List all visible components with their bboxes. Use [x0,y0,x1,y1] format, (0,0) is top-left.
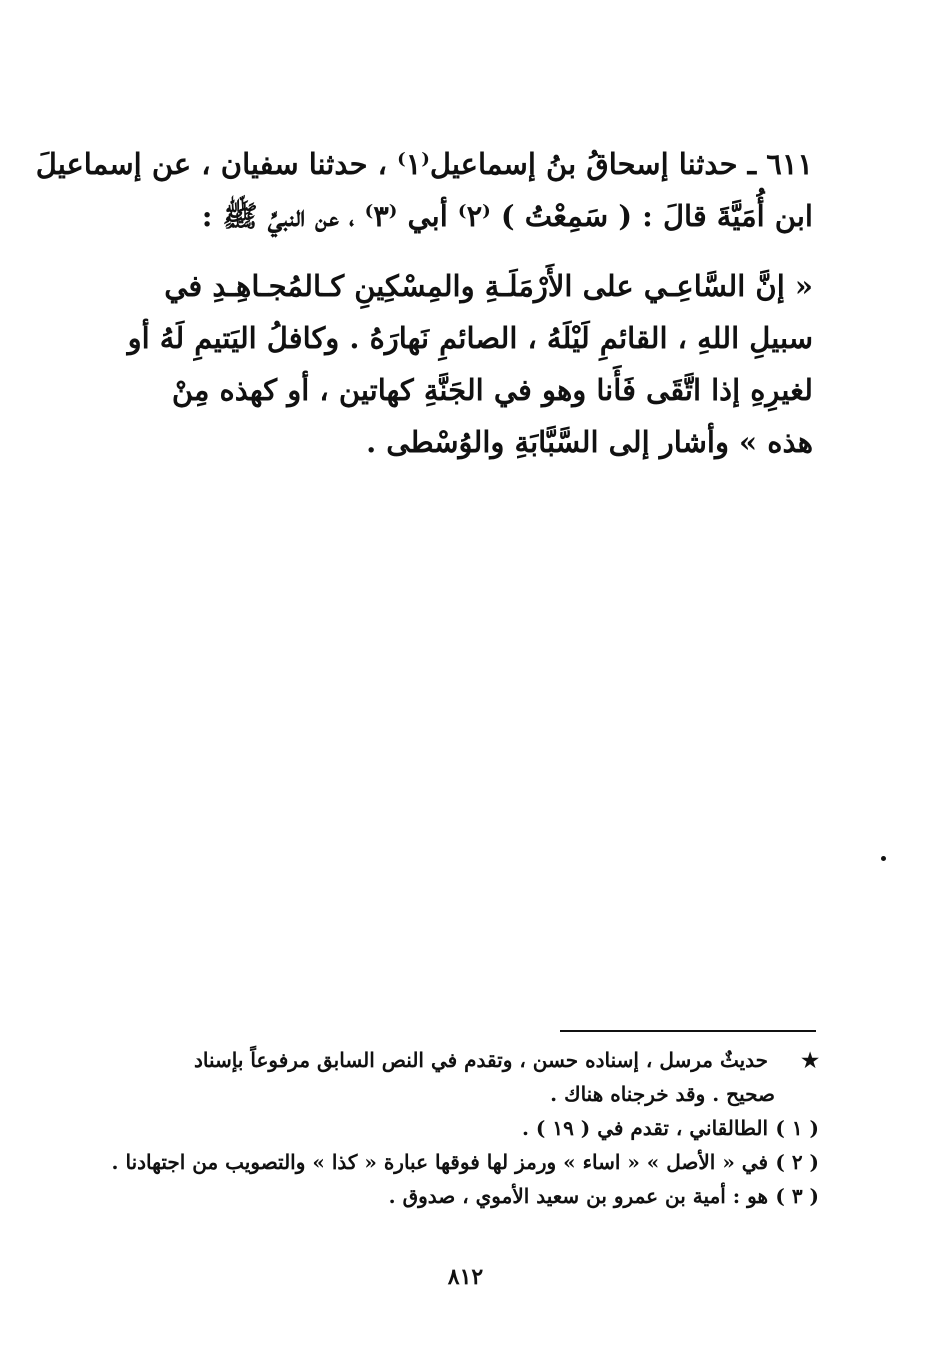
footnote-star-line-2: صحيح . وقد خرجناه هناك . [550,1082,775,1106]
hadith-isnad [35,138,813,242]
footnote-2-marker: ( ٢ ) [775,1150,819,1174]
footnote-star [109,1043,819,1111]
isnad-line-1: ٦١١ ـ حدثنا إسحاقُ بنُ إسماعيل⁽١⁾ ، حدثنا سفيان ، عن إسماعيلَ [35,147,813,181]
matn-line-3: لغيرِهِ إذا اتَّقَى فَأَنا وهو في الجَنَّةِ كهاتين ، أو كهذه مِنْ [171,373,813,407]
footnote-2-text: في « الأصل » « اساء » ورمز لها فوقها عبارة « كذا » والتصويب من اجتهادنا . [111,1150,769,1174]
isnad-line-2: ابن أُمَيَّةَ قالَ : ( سَمِعْتُ ) ⁽٢⁾ أبي ⁽٣⁾ ، عن النبيِّ ﷺ : [201,199,813,233]
footnote-1-marker: ( ١ ) [775,1116,819,1140]
footnotes [109,1043,819,1213]
page-number: ٨١٢ [447,1264,484,1290]
footnote-1 [109,1111,819,1145]
footnote-3-marker: ( ٣ ) [775,1184,819,1208]
footnote-separator [560,1030,816,1032]
hadith-matn [113,260,813,468]
footnote-3-text: هو : أمية بن عمرو بن سعيد الأموي ، صدوق . [388,1184,769,1208]
footnote-1-text: الطالقاني ، تقدم في ( ١٩ ) . [521,1116,769,1140]
star-marker: ★ [801,1048,819,1072]
matn-line-4: هذه » وأشار إلى السَّبَّابَةِ والوُسْطى . [366,425,813,459]
footnote-3 [109,1179,819,1213]
matn-line-1: « إنَّ السَّاعِـي على الأَرْمَلَـةِ والمِسْكِينِ كـالمُجـاهِـدِ في [164,269,813,303]
footnote-2 [109,1145,819,1179]
print-speck [881,856,886,861]
matn-line-2: سبيلِ اللهِ ، القائمِ لَيْلَهُ ، الصائمِ نَهارَهُ . وكافلُ اليَتيمِ لَهُ أو [127,321,813,355]
footnote-star-line-1: حديثٌ مرسل ، إسناده حسن ، وتقدم في النص السابق مرفوعاً بإسناد [193,1048,769,1072]
